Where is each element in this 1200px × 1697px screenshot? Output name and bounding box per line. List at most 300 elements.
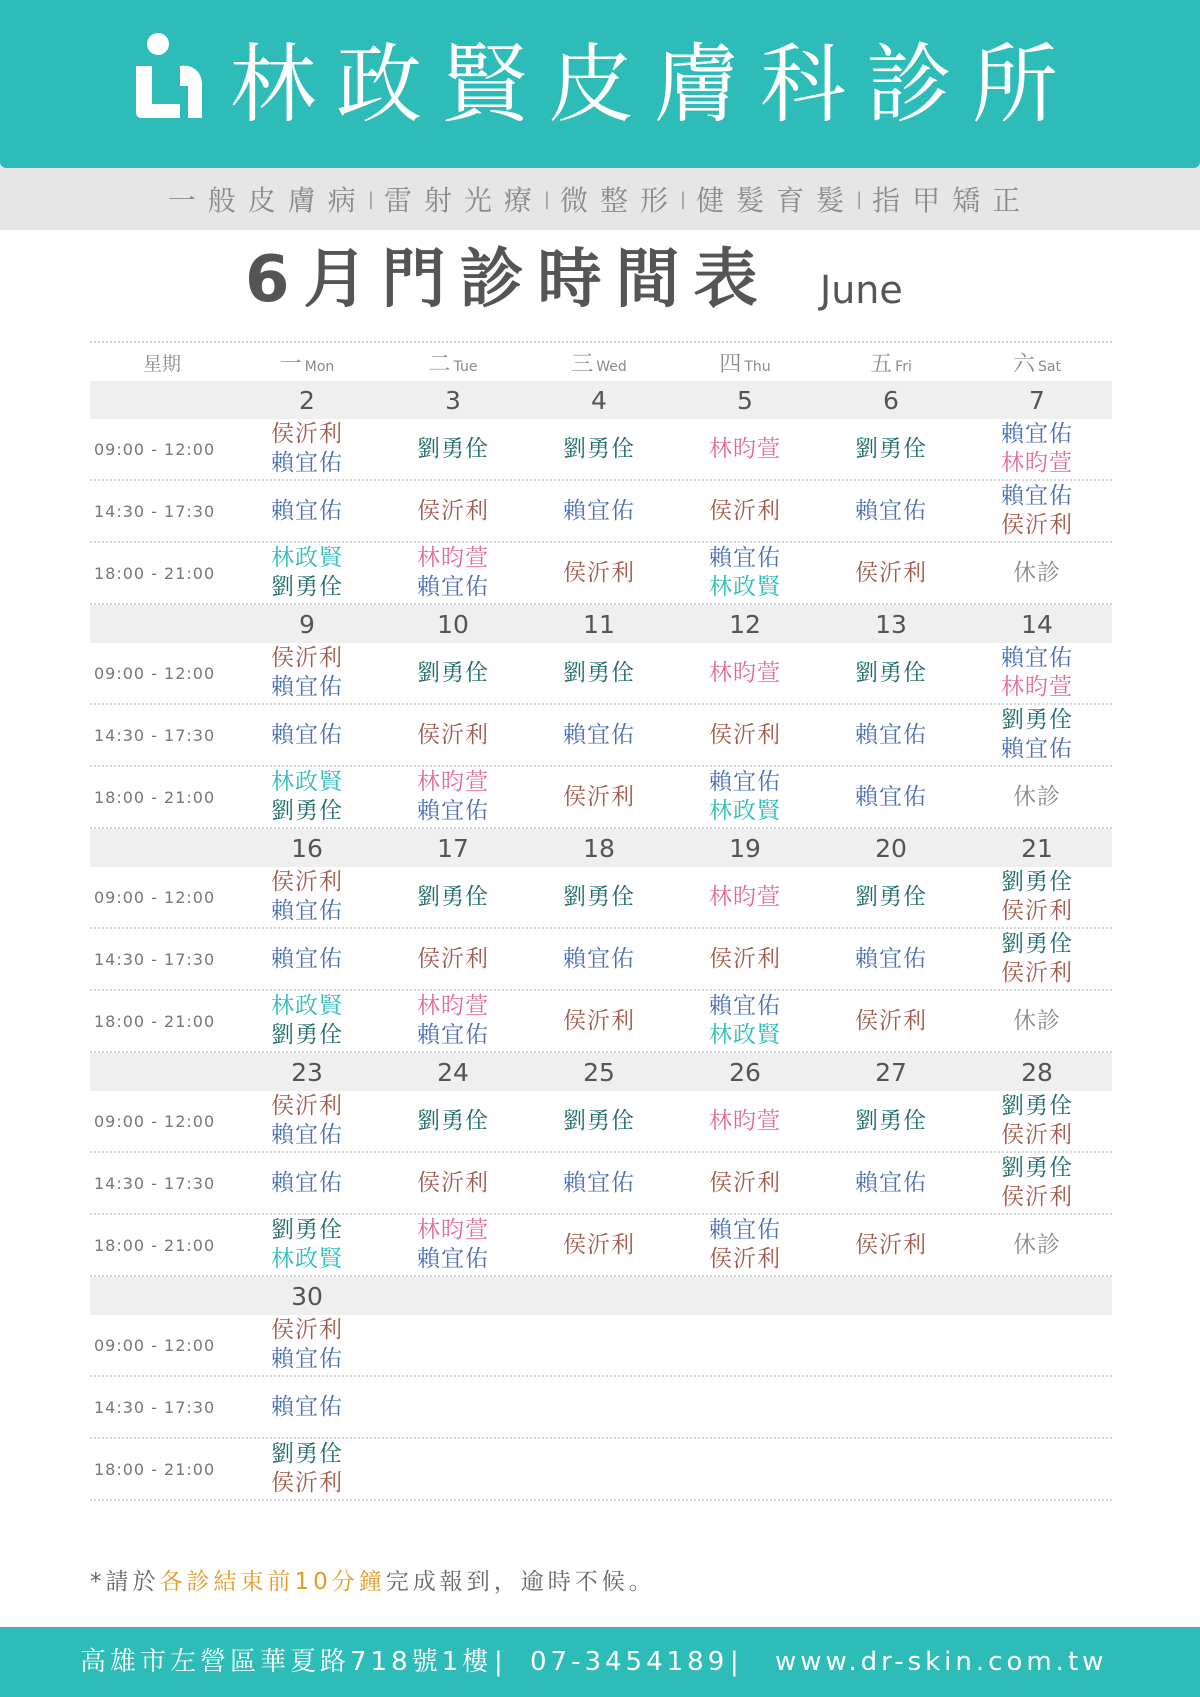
doctor-name: 賴宜佑	[855, 721, 927, 748]
doctor-name: 賴宜佑	[1001, 483, 1073, 509]
date-cell: 18	[583, 833, 615, 863]
schedule-cell	[818, 1315, 964, 1375]
schedule-cell	[672, 1153, 818, 1213]
date-cell: 12	[729, 609, 761, 639]
schedule-cell	[818, 767, 964, 827]
doctor-name: 賴宜佑	[271, 721, 343, 748]
time-slot-label: 14:30 - 17:30	[94, 1397, 216, 1417]
schedule-cell	[380, 705, 526, 765]
schedule-cell	[964, 991, 1110, 1051]
clinic-name: 林政賢皮膚科診所	[230, 35, 1078, 135]
doctor-name: 侯沂利	[563, 559, 635, 586]
schedule-cell	[234, 419, 380, 479]
doctor-name: 侯沂利	[1001, 1122, 1073, 1148]
weekday-header-cell	[526, 343, 672, 381]
doctor-name: 賴宜佑	[271, 898, 343, 924]
schedule-cell	[672, 481, 818, 541]
weekday-name	[719, 347, 770, 378]
schedule-cell	[234, 991, 380, 1051]
schedule-cell	[672, 867, 818, 927]
doctor-name: 林政賢	[271, 1246, 343, 1272]
doctor-name: 劉勇佺	[855, 883, 927, 910]
schedule-cell	[234, 643, 380, 703]
clinic-logo	[132, 30, 207, 130]
schedule-cell	[380, 481, 526, 541]
schedule-cell	[234, 1153, 380, 1213]
schedule-cell	[964, 643, 1110, 703]
weekday-zh: 五	[870, 351, 893, 377]
doctor-name: 侯沂利	[1001, 960, 1073, 986]
doctor-name: 侯沂利	[709, 1169, 781, 1196]
doctor-name: 劉勇佺	[1001, 1093, 1073, 1119]
doctor-name: 侯沂利	[1001, 512, 1073, 538]
doctor-name: 侯沂利	[417, 497, 489, 524]
date-cell	[672, 1277, 818, 1315]
title-row	[0, 240, 1200, 320]
doctor-name: 劉勇佺	[417, 1107, 489, 1134]
doctor-name: 賴宜佑	[709, 769, 781, 795]
doctor-name: 侯沂利	[563, 1231, 635, 1258]
doctor-name: 賴宜佑	[271, 1122, 343, 1148]
doctor-name: 林政賢	[709, 1022, 781, 1048]
doctor-name: 劉勇佺	[1001, 931, 1073, 957]
doctor-name: 侯沂利	[271, 1317, 343, 1343]
schedule-cell	[526, 643, 672, 703]
time-slot-row	[90, 929, 1112, 991]
doctor-name: 賴宜佑	[417, 574, 489, 600]
schedule-cell	[526, 1153, 672, 1213]
note-highlight: 各診結束前10分鐘	[159, 1569, 386, 1595]
date-cell: 23	[291, 1057, 323, 1087]
date-cell: 26	[729, 1057, 761, 1087]
weekday-name	[429, 347, 478, 378]
date-row-spacer	[90, 381, 234, 419]
doctor-name: 林昀萱	[1001, 674, 1073, 700]
schedule-cell	[234, 1091, 380, 1151]
doctor-name: 林昀萱	[709, 1107, 781, 1134]
weekday-header-cell	[818, 343, 964, 381]
schedule-cell	[234, 867, 380, 927]
date-row-spacer	[90, 605, 234, 643]
date-cell: 27	[875, 1057, 907, 1087]
schedule-cell	[526, 1439, 672, 1499]
schedule-cell	[964, 543, 1110, 603]
service-item: 健髮育髮	[696, 184, 857, 217]
doctor-name: 賴宜佑	[271, 450, 343, 476]
weekday-en: Tue	[453, 358, 478, 375]
doctor-name: 劉勇佺	[417, 659, 489, 686]
date-cell: 7	[1029, 385, 1045, 415]
doctor-name: 侯沂利	[1001, 1184, 1073, 1210]
date-cell: 30	[291, 1281, 323, 1311]
doctor-name: 賴宜佑	[855, 945, 927, 972]
time-slot-label: 09:00 - 12:00	[94, 887, 216, 907]
doctor-name: 賴宜佑	[271, 1169, 343, 1196]
time-slot-row	[90, 1215, 1112, 1277]
doctor-name: 劉勇佺	[271, 1441, 343, 1467]
date-cell: 16	[291, 833, 323, 863]
doctor-name: 侯沂利	[709, 1246, 781, 1272]
date-row	[90, 381, 1112, 419]
time-slot-label: 09:00 - 12:00	[94, 439, 216, 459]
schedule-cell	[672, 991, 818, 1051]
weekday-zh: 一	[279, 351, 302, 377]
weekday-en: Mon	[304, 358, 335, 375]
doctor-name: 賴宜佑	[855, 783, 927, 810]
schedule-cell	[672, 1439, 818, 1499]
date-cell: 13	[875, 609, 907, 639]
doctor-name: 賴宜佑	[563, 1169, 635, 1196]
service-item: 雷射光療	[383, 184, 544, 217]
time-slot-label: 18:00 - 21:00	[94, 1235, 216, 1255]
doctor-name: 侯沂利	[271, 1470, 343, 1496]
date-cell: 17	[437, 833, 469, 863]
footer-website[interactable]: www.dr-skin.com.tw	[775, 1647, 1108, 1677]
schedule-cell	[964, 1439, 1110, 1499]
doctor-name: 侯沂利	[271, 869, 343, 895]
time-slot-row	[90, 1091, 1112, 1153]
doctor-name: 賴宜佑	[271, 1346, 343, 1372]
doctor-name: 侯沂利	[271, 421, 343, 447]
schedule-cell	[526, 419, 672, 479]
schedule-cell	[672, 1215, 818, 1275]
schedule-cell	[380, 1377, 526, 1437]
time-slot-label: 14:30 - 17:30	[94, 949, 216, 969]
service-item: 一般皮膚病	[167, 184, 368, 217]
doctor-name: 林昀萱	[709, 659, 781, 686]
time-slot-label: 14:30 - 17:30	[94, 501, 216, 521]
time-slot-label: 14:30 - 17:30	[94, 1173, 216, 1193]
schedule-cell	[818, 929, 964, 989]
date-row	[90, 1053, 1112, 1091]
schedule-cell	[234, 1377, 380, 1437]
doctor-name: 賴宜佑	[709, 993, 781, 1019]
date-row	[90, 605, 1112, 643]
schedule-cell	[818, 481, 964, 541]
schedule-cell	[380, 867, 526, 927]
date-cell	[964, 1277, 1110, 1315]
note-prefix: *請於	[90, 1569, 160, 1595]
time-slot-label: 18:00 - 21:00	[94, 1011, 216, 1031]
weekday-header-cell	[672, 343, 818, 381]
doctor-name: 賴宜佑	[855, 1169, 927, 1196]
doctor-name: 林政賢	[271, 769, 343, 795]
time-slot-label: 18:00 - 21:00	[94, 787, 216, 807]
weekday-zh: 六	[1013, 351, 1036, 377]
footer-address: 高雄市左營區華夏路718號1樓	[80, 1647, 493, 1677]
date-row-spacer	[90, 829, 234, 867]
time-slot-label: 09:00 - 12:00	[94, 663, 216, 683]
date-cell: 20	[875, 833, 907, 863]
weekday-zh: 二	[428, 351, 451, 377]
doctor-name: 林昀萱	[417, 1217, 489, 1243]
weekday-name	[870, 347, 912, 378]
doctor-name: 侯沂利	[709, 497, 781, 524]
doctor-name: 林政賢	[709, 798, 781, 824]
time-slot-label: 14:30 - 17:30	[94, 725, 216, 745]
date-cell: 21	[1021, 833, 1053, 863]
doctor-name: 侯沂利	[563, 783, 635, 810]
doctor-name: 侯沂利	[417, 721, 489, 748]
doctor-name: 劉勇佺	[271, 574, 343, 600]
doctor-name: 侯沂利	[855, 559, 927, 586]
service-separator: |	[543, 188, 550, 210]
schedule-cell	[672, 543, 818, 603]
schedule-cell	[818, 991, 964, 1051]
date-cell: 4	[591, 385, 607, 415]
schedule-cell	[526, 1091, 672, 1151]
schedule-cell	[526, 929, 672, 989]
time-slot-label: 18:00 - 21:00	[94, 563, 216, 583]
doctor-name: 侯沂利	[1001, 898, 1073, 924]
checkin-note	[90, 1563, 656, 1596]
date-cell: 5	[737, 385, 753, 415]
schedule-cell	[234, 543, 380, 603]
time-slot-label: 09:00 - 12:00	[94, 1335, 216, 1355]
schedule-cell	[380, 643, 526, 703]
schedule-cell	[526, 991, 672, 1051]
schedule-cell	[818, 643, 964, 703]
doctor-name: 劉勇佺	[855, 1107, 927, 1134]
time-slot-row	[90, 1377, 1112, 1439]
schedule-cell	[380, 1215, 526, 1275]
doctor-name: 劉勇佺	[271, 1022, 343, 1048]
doctor-name: 林政賢	[709, 574, 781, 600]
date-cell: 6	[883, 385, 899, 415]
weekday-en: Sat	[1038, 358, 1061, 375]
doctor-name: 林昀萱	[709, 883, 781, 910]
doctor-name: 賴宜佑	[1001, 421, 1073, 447]
schedule-cell	[526, 1215, 672, 1275]
date-cell: 9	[299, 609, 315, 639]
time-slot-row	[90, 867, 1112, 929]
date-cell: 11	[583, 609, 615, 639]
doctor-name: 劉勇佺	[855, 435, 927, 462]
schedule-cell	[380, 1091, 526, 1151]
schedule-cell	[818, 1091, 964, 1151]
weekday-header-cell	[380, 343, 526, 381]
date-row	[90, 829, 1112, 867]
schedule-cell	[818, 705, 964, 765]
time-slot-row	[90, 643, 1112, 705]
service-separator: |	[680, 188, 687, 210]
date-cell: 10	[437, 609, 469, 639]
weekday-name	[571, 347, 627, 378]
schedule-cell	[818, 543, 964, 603]
schedule-cell	[964, 705, 1110, 765]
date-row-spacer	[90, 1277, 234, 1315]
date-row-spacer	[90, 1053, 234, 1091]
date-cell: 19	[729, 833, 761, 863]
schedule-cell	[964, 1215, 1110, 1275]
doctor-name: 賴宜佑	[417, 798, 489, 824]
time-slot-row	[90, 419, 1112, 481]
doctor-name: 劉勇佺	[271, 1217, 343, 1243]
closed-label: 休診	[1013, 1007, 1061, 1034]
doctor-name: 侯沂利	[563, 1007, 635, 1034]
doctor-name: 侯沂利	[855, 1007, 927, 1034]
doctor-name: 侯沂利	[271, 645, 343, 671]
schedule-cell	[964, 1091, 1110, 1151]
date-cell: 3	[445, 385, 461, 415]
doctor-name: 賴宜佑	[855, 497, 927, 524]
doctor-name: 林昀萱	[1001, 450, 1073, 476]
schedule-cell	[818, 867, 964, 927]
schedule-cell	[964, 767, 1110, 827]
schedule-cell	[234, 1439, 380, 1499]
schedule-cell	[672, 705, 818, 765]
doctor-name: 賴宜佑	[563, 497, 635, 524]
doctor-name: 林政賢	[271, 993, 343, 1019]
doctor-name: 林昀萱	[417, 993, 489, 1019]
services-bar	[0, 168, 1200, 230]
footer-divider: |	[730, 1647, 743, 1677]
doctor-name: 劉勇佺	[563, 1107, 635, 1134]
date-cell	[526, 1277, 672, 1315]
schedule-cell	[234, 1215, 380, 1275]
date-cell: 24	[437, 1057, 469, 1087]
time-slot-row	[90, 1315, 1112, 1377]
time-slot-row	[90, 705, 1112, 767]
schedule-cell	[672, 1315, 818, 1375]
doctor-name: 侯沂利	[855, 1231, 927, 1258]
doctor-name: 賴宜佑	[1001, 736, 1073, 762]
doctor-name: 賴宜佑	[271, 497, 343, 524]
schedule-cell	[380, 767, 526, 827]
schedule-cell	[526, 543, 672, 603]
schedule-cell	[672, 643, 818, 703]
date-cell	[380, 1277, 526, 1315]
schedule-cell	[234, 929, 380, 989]
footer-phone[interactable]: 07-3454189	[530, 1647, 729, 1677]
doctor-name: 劉勇佺	[417, 883, 489, 910]
service-item: 微整形	[559, 184, 680, 217]
page-title-english: June	[820, 268, 903, 312]
time-slot-row	[90, 1439, 1112, 1501]
time-slot-row	[90, 767, 1112, 829]
schedule-cell	[380, 419, 526, 479]
closed-label: 休診	[1013, 783, 1061, 810]
doctor-name: 劉勇佺	[563, 883, 635, 910]
closed-label: 休診	[1013, 559, 1061, 586]
service-item: 指甲矯正	[872, 184, 1033, 217]
weekday-name	[280, 347, 335, 378]
schedule-cell	[526, 1377, 672, 1437]
doctor-name: 侯沂利	[709, 721, 781, 748]
schedule-cell	[818, 1153, 964, 1213]
services-list	[0, 168, 1200, 230]
time-slot-row	[90, 543, 1112, 605]
schedule-cell	[380, 1315, 526, 1375]
header-banner	[0, 0, 1200, 168]
page-title: 6月門診時間表	[245, 243, 772, 317]
schedule-cell	[380, 929, 526, 989]
schedule-cell	[672, 767, 818, 827]
time-slot-row	[90, 991, 1112, 1053]
weekday-en: Thu	[744, 358, 771, 375]
schedule-cell	[672, 419, 818, 479]
weekday-header-cell	[964, 343, 1110, 381]
doctor-name: 劉勇佺	[563, 659, 635, 686]
doctor-name: 林政賢	[271, 545, 343, 571]
schedule-cell	[964, 1377, 1110, 1437]
schedule-cell	[380, 543, 526, 603]
date-cell	[818, 1277, 964, 1315]
weekday-zh: 四	[719, 351, 742, 377]
doctor-name: 侯沂利	[709, 945, 781, 972]
schedule-cell	[526, 481, 672, 541]
doctor-name: 劉勇佺	[271, 798, 343, 824]
doctor-name: 賴宜佑	[271, 1393, 343, 1420]
doctor-name: 侯沂利	[417, 1169, 489, 1196]
weekday-zh: 三	[571, 351, 594, 377]
doctor-name: 劉勇佺	[1001, 869, 1073, 895]
schedule-cell	[818, 1215, 964, 1275]
doctor-name: 劉勇佺	[1001, 707, 1073, 733]
schedule-cell	[526, 867, 672, 927]
time-slot-label: 18:00 - 21:00	[94, 1459, 216, 1479]
schedule-cell	[818, 1439, 964, 1499]
schedule-cell	[672, 1091, 818, 1151]
weekday-header-cell	[234, 343, 380, 381]
doctor-name: 賴宜佑	[271, 945, 343, 972]
doctor-name: 賴宜佑	[271, 674, 343, 700]
schedule-cell	[234, 1315, 380, 1375]
time-slot-row	[90, 481, 1112, 543]
schedule-cell	[672, 1377, 818, 1437]
weekday-header-label: 星期	[142, 352, 181, 375]
doctor-name: 賴宜佑	[417, 1246, 489, 1272]
time-slot-row	[90, 1153, 1112, 1215]
schedule-table	[90, 341, 1112, 1501]
time-slot-label: 09:00 - 12:00	[94, 1111, 216, 1131]
doctor-name: 劉勇佺	[417, 435, 489, 462]
schedule-cell	[964, 1315, 1110, 1375]
weekday-header-row	[90, 341, 1112, 381]
schedule-cell	[964, 481, 1110, 541]
date-cell: 25	[583, 1057, 615, 1087]
schedule-cell	[526, 1315, 672, 1375]
schedule-cell	[380, 991, 526, 1051]
note-suffix: 完成報到，逾時不候。	[385, 1569, 656, 1595]
schedule-cell	[234, 705, 380, 765]
schedule-cell	[964, 419, 1110, 479]
doctor-name: 劉勇佺	[563, 435, 635, 462]
schedule-cell	[818, 1377, 964, 1437]
doctor-name: 劉勇佺	[855, 659, 927, 686]
date-cell: 14	[1021, 609, 1053, 639]
doctor-name: 賴宜佑	[417, 1022, 489, 1048]
doctor-name: 林昀萱	[417, 545, 489, 571]
schedule-cell	[526, 767, 672, 827]
weekday-name	[1013, 347, 1061, 378]
schedule-cell	[380, 1439, 526, 1499]
doctor-name: 侯沂利	[417, 945, 489, 972]
footer-bar	[0, 1627, 1200, 1697]
schedule-cell	[964, 1153, 1110, 1213]
service-separator: |	[856, 188, 863, 210]
schedule-cell	[234, 767, 380, 827]
doctor-name: 林昀萱	[709, 435, 781, 462]
weekday-en: Wed	[596, 358, 627, 375]
schedule-cell	[234, 481, 380, 541]
weekday-en: Fri	[895, 358, 912, 375]
closed-label: 休診	[1013, 1231, 1061, 1258]
schedule-cell	[672, 929, 818, 989]
doctor-name: 賴宜佑	[1001, 645, 1073, 671]
schedule-cell	[380, 1153, 526, 1213]
doctor-name: 賴宜佑	[563, 721, 635, 748]
